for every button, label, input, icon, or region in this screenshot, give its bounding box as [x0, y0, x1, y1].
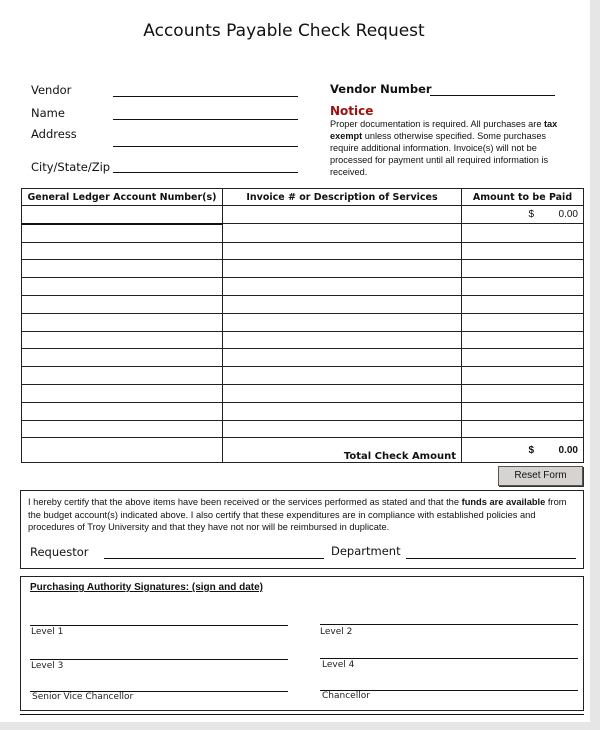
total-label: Total Check Amount	[223, 438, 462, 463]
level2-signature-line[interactable]	[320, 624, 578, 625]
invoice-cell[interactable]	[223, 384, 462, 402]
address-field[interactable]	[113, 146, 298, 147]
table-row	[22, 242, 584, 260]
invoice-cell[interactable]	[223, 295, 462, 313]
table-row	[22, 402, 584, 420]
ledger-cell[interactable]	[22, 331, 223, 349]
amount-cell[interactable]	[462, 402, 584, 420]
page-title: Accounts Payable Check Request	[143, 21, 425, 41]
total-ledger-cell	[22, 438, 223, 463]
ledger-cell[interactable]	[22, 420, 223, 438]
notice-text	[330, 118, 570, 178]
department-label: Department	[331, 544, 401, 558]
ledger-cell[interactable]	[22, 242, 223, 260]
notice-bold: tax exempt	[330, 119, 558, 141]
amount-cell[interactable]	[462, 331, 584, 349]
total-currency: $	[528, 444, 534, 456]
certification-text	[28, 496, 580, 534]
name-label: Name	[31, 106, 65, 120]
table-row	[22, 224, 584, 242]
invoice-cell[interactable]	[223, 402, 462, 420]
department-field[interactable]	[406, 558, 576, 559]
invoice-cell[interactable]	[223, 367, 462, 385]
table-row	[22, 206, 584, 224]
header-amount: Amount to be Paid	[462, 189, 584, 206]
table-row	[22, 331, 584, 349]
reset-form-button[interactable]: Reset Form	[498, 466, 583, 486]
ledger-cell[interactable]	[22, 349, 223, 367]
ledger-cell[interactable]	[22, 260, 223, 278]
table-row	[22, 278, 584, 296]
bottom-rule	[20, 714, 584, 715]
chancellor-label: Chancellor	[322, 691, 370, 701]
total-value: 0.00	[558, 444, 578, 456]
level2-label: Level 2	[320, 627, 353, 637]
level4-label: Level 4	[322, 660, 355, 670]
ledger-cell[interactable]	[22, 224, 223, 242]
ledger-cell[interactable]	[22, 384, 223, 402]
city-label: City/State/Zip	[31, 160, 111, 174]
table-row	[22, 295, 584, 313]
level3-label: Level 3	[31, 661, 64, 671]
ledger-cell[interactable]	[22, 295, 223, 313]
notice-heading: Notice	[330, 104, 374, 118]
cert-bold: funds are available	[461, 497, 546, 507]
invoice-cell[interactable]	[223, 420, 462, 438]
amount-value: 0.00	[558, 209, 578, 221]
vendor-number-label: Vendor Number	[330, 82, 432, 96]
requestor-field[interactable]	[104, 558, 324, 559]
svc-label: Senior Vice Chancellor	[32, 692, 134, 702]
table-row	[22, 420, 584, 438]
amount-cell[interactable]	[462, 224, 584, 242]
ledger-cell[interactable]	[22, 402, 223, 420]
total-row	[22, 438, 584, 463]
invoice-cell[interactable]	[223, 349, 462, 367]
amount-cell[interactable]	[462, 278, 584, 296]
header-invoice: Invoice # or Description of Services	[223, 189, 462, 206]
level3-signature-line[interactable]	[30, 659, 288, 660]
amount-cell[interactable]	[462, 242, 584, 260]
city-field[interactable]	[113, 172, 298, 173]
signatures-heading: Purchasing Authority Signatures: (sign and date)	[30, 582, 263, 593]
invoice-cell[interactable]	[223, 206, 462, 224]
cert-text-2: from the budget account(s) indicated above. I also certify that these expenditures are in compliance with established policies and procedures of Troy University and that they have not nor will be reimbursed in duplicate.	[28, 497, 567, 532]
ledger-cell[interactable]	[22, 367, 223, 385]
cert-text-1: I hereby certify that the above items have been received or the services performed as stated and that the	[28, 497, 462, 507]
invoice-cell[interactable]	[223, 331, 462, 349]
amount-cell[interactable]	[462, 367, 584, 385]
level1-label: Level 1	[31, 627, 64, 637]
vendor-number-field[interactable]	[430, 95, 555, 96]
amount-cell[interactable]	[462, 313, 584, 331]
amount-cell[interactable]	[462, 206, 584, 224]
amount-cell[interactable]	[462, 349, 584, 367]
ledger-cell[interactable]	[22, 206, 223, 224]
table-row	[22, 313, 584, 331]
table-header-row	[22, 189, 584, 206]
table-row	[22, 367, 584, 385]
certification-box	[20, 490, 584, 569]
invoice-cell[interactable]	[223, 260, 462, 278]
invoice-cell[interactable]	[223, 313, 462, 331]
ledger-cell[interactable]	[22, 278, 223, 296]
amount-cell[interactable]	[462, 384, 584, 402]
invoice-cell[interactable]	[223, 242, 462, 260]
table-row	[22, 384, 584, 402]
vendor-label: Vendor	[31, 83, 72, 97]
name-field[interactable]	[113, 119, 298, 120]
address-label: Address	[31, 127, 77, 141]
amount-cell[interactable]	[462, 420, 584, 438]
invoice-cell[interactable]	[223, 224, 462, 242]
notice-text-2: unless otherwise specified. Some purchases require additional information. Invoice(s) will not be processed for payment until all required information is received.	[330, 131, 549, 177]
ledger-table	[21, 188, 584, 463]
requestor-label: Requestor	[30, 545, 89, 559]
invoice-cell[interactable]	[223, 278, 462, 296]
level4-signature-line[interactable]	[320, 658, 578, 659]
table-row	[22, 349, 584, 367]
total-amount	[462, 438, 584, 463]
level1-signature-line[interactable]	[30, 625, 288, 626]
notice-text-1: Proper documentation is required. All purchases are	[330, 119, 544, 129]
amount-cell[interactable]	[462, 260, 584, 278]
amount-currency: $	[528, 209, 534, 221]
signatures-box	[20, 576, 584, 711]
header-ledger: General Ledger Account Number(s)	[22, 189, 223, 206]
amount-cell[interactable]	[462, 295, 584, 313]
ledger-cell[interactable]	[22, 313, 223, 331]
vendor-field[interactable]	[113, 96, 298, 97]
table-row	[22, 260, 584, 278]
